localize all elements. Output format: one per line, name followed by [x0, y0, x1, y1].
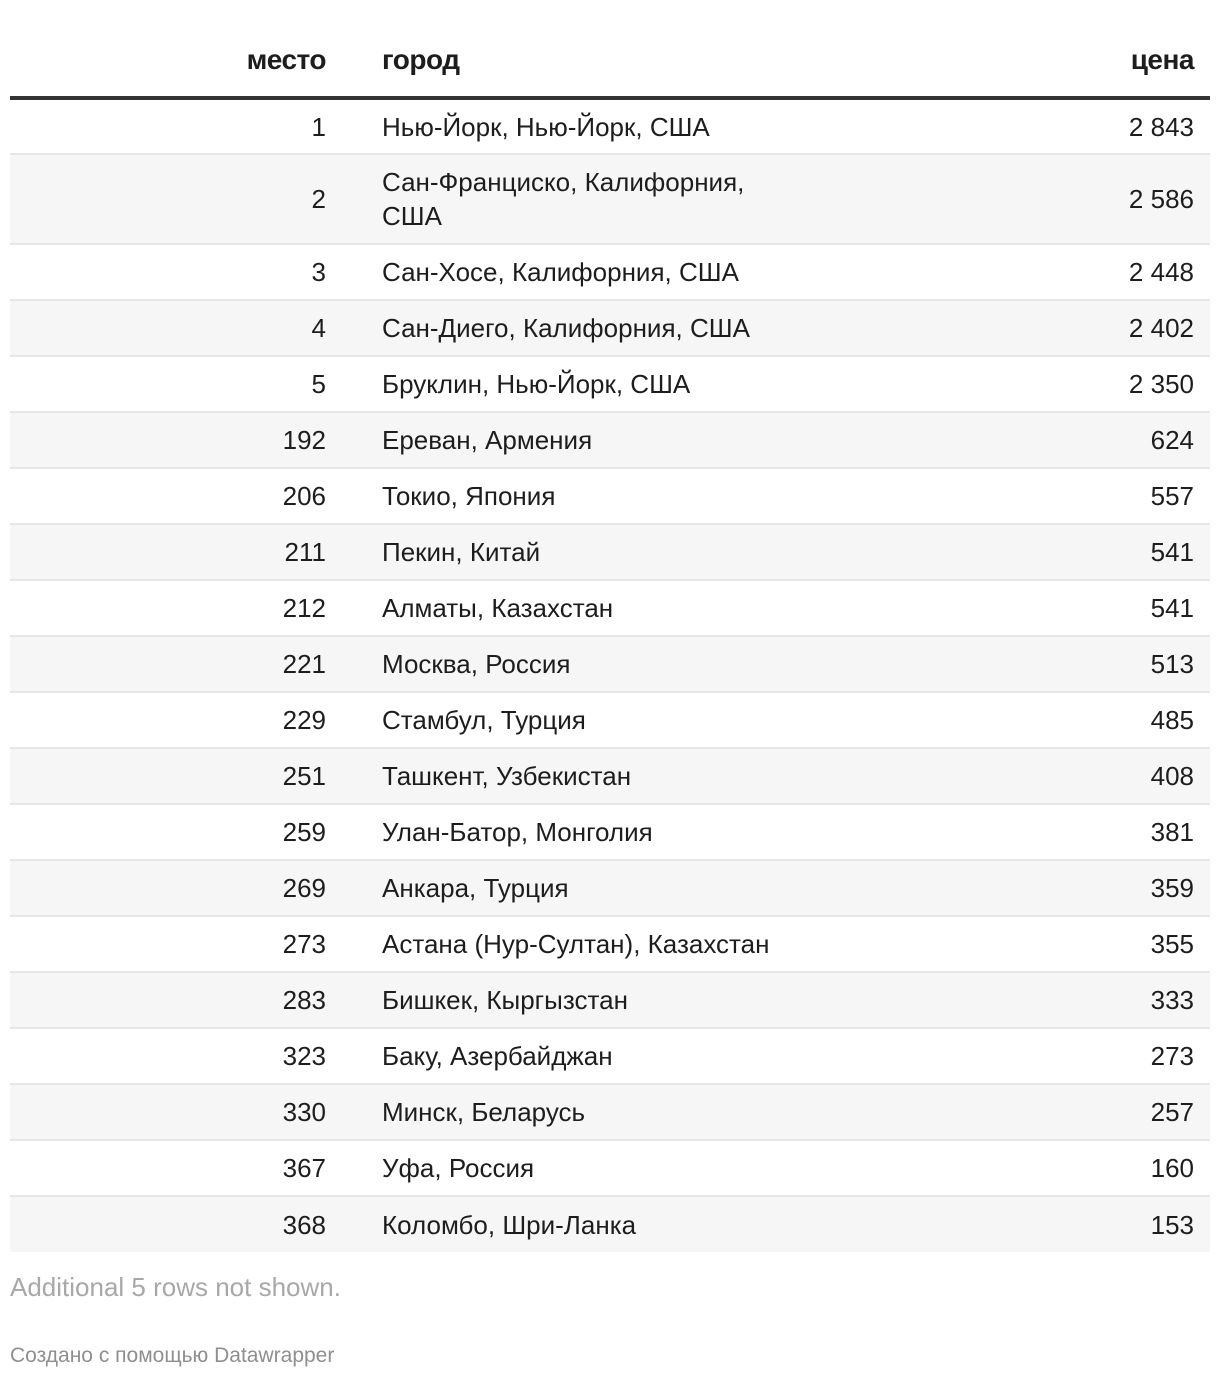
- table-row: [10, 972, 1210, 1028]
- city-cell: Нью-Йорк, Нью-Йорк, США: [332, 98, 782, 154]
- price-cell: 273: [782, 1028, 1210, 1084]
- table-row: [10, 804, 1210, 860]
- rank-cell: 330: [10, 1084, 332, 1140]
- city-cell: Стамбул, Турция: [332, 692, 782, 748]
- rank-cell: 206: [10, 468, 332, 524]
- city-cell: Астана (Нур-Султан), Казахстан: [332, 916, 782, 972]
- rank-cell: 5: [10, 356, 332, 412]
- rank-cell: 4: [10, 300, 332, 356]
- price-cell: 381: [782, 804, 1210, 860]
- price-cell: 624: [782, 412, 1210, 468]
- rank-cell: 229: [10, 692, 332, 748]
- city-cell: Баку, Азербайджан: [332, 1028, 782, 1084]
- rank-cell: 269: [10, 860, 332, 916]
- column-header-city[interactable]: город: [332, 0, 782, 98]
- price-cell: 2 843: [782, 98, 1210, 154]
- rank-cell: 3: [10, 244, 332, 300]
- price-cell: 541: [782, 580, 1210, 636]
- price-cell: 333: [782, 972, 1210, 1028]
- rank-cell: 2: [10, 154, 332, 244]
- table-row: [10, 636, 1210, 692]
- city-cell: Ташкент, Узбекистан: [332, 748, 782, 804]
- rank-cell: 221: [10, 636, 332, 692]
- price-cell: 359: [782, 860, 1210, 916]
- city-cell: Сан-Франциско, Калифорния, США: [332, 154, 782, 244]
- data-table: [10, 0, 1210, 1252]
- table-row: [10, 692, 1210, 748]
- rank-cell: 368: [10, 1196, 332, 1252]
- city-cell: Коломбо, Шри-Ланка: [332, 1196, 782, 1252]
- table-row: [10, 412, 1210, 468]
- column-header-rank[interactable]: место: [10, 0, 332, 98]
- credit-text: Создано с помощью Datawrapper: [10, 1344, 335, 1367]
- table-row: [10, 1196, 1210, 1252]
- rank-cell: 273: [10, 916, 332, 972]
- city-cell: Сан-Хосе, Калифорния, США: [332, 244, 782, 300]
- table-container: [10, 0, 1210, 1252]
- rank-cell: 192: [10, 412, 332, 468]
- price-cell: 153: [782, 1196, 1210, 1252]
- price-cell: 257: [782, 1084, 1210, 1140]
- price-cell: 557: [782, 468, 1210, 524]
- table-row: [10, 748, 1210, 804]
- table-row: [10, 468, 1210, 524]
- rank-cell: 323: [10, 1028, 332, 1084]
- table-row: [10, 580, 1210, 636]
- city-cell: Ереван, Армения: [332, 412, 782, 468]
- price-cell: 2 350: [782, 356, 1210, 412]
- rank-cell: 1: [10, 98, 332, 154]
- table-row: [10, 1140, 1210, 1196]
- table-row: [10, 244, 1210, 300]
- city-cell: Минск, Беларусь: [332, 1084, 782, 1140]
- city-cell: Токио, Япония: [332, 468, 782, 524]
- table-row: [10, 300, 1210, 356]
- table-body: [10, 98, 1210, 1252]
- table-row: [10, 916, 1210, 972]
- city-cell: Уфа, Россия: [332, 1140, 782, 1196]
- table-row: [10, 524, 1210, 580]
- table-row: [10, 154, 1210, 244]
- rank-cell: 251: [10, 748, 332, 804]
- rank-cell: 212: [10, 580, 332, 636]
- rank-cell: 367: [10, 1140, 332, 1196]
- city-cell: Улан-Батор, Монголия: [332, 804, 782, 860]
- city-cell: Бруклин, Нью-Йорк, США: [332, 356, 782, 412]
- price-cell: 2 402: [782, 300, 1210, 356]
- price-cell: 408: [782, 748, 1210, 804]
- price-cell: 355: [782, 916, 1210, 972]
- table-row: [10, 860, 1210, 916]
- city-cell: Москва, Россия: [332, 636, 782, 692]
- price-cell: 513: [782, 636, 1210, 692]
- city-cell: Бишкек, Кыргызстан: [332, 972, 782, 1028]
- city-cell: Сан-Диего, Калифорния, США: [332, 300, 782, 356]
- header-row: [10, 0, 1210, 98]
- table-row: [10, 1028, 1210, 1084]
- table-row: [10, 98, 1210, 154]
- price-cell: 2 448: [782, 244, 1210, 300]
- rows-hidden-note: Additional 5 rows not shown.: [10, 1272, 341, 1302]
- table-row: [10, 356, 1210, 412]
- rank-cell: 211: [10, 524, 332, 580]
- city-cell: Анкара, Турция: [332, 860, 782, 916]
- column-header-price[interactable]: цена: [782, 0, 1210, 98]
- city-cell: Пекин, Китай: [332, 524, 782, 580]
- table-row: [10, 1084, 1210, 1140]
- rank-cell: 283: [10, 972, 332, 1028]
- price-cell: 160: [782, 1140, 1210, 1196]
- city-cell: Алматы, Казахстан: [332, 580, 782, 636]
- price-cell: 2 586: [782, 154, 1210, 244]
- price-cell: 485: [782, 692, 1210, 748]
- rank-cell: 259: [10, 804, 332, 860]
- price-cell: 541: [782, 524, 1210, 580]
